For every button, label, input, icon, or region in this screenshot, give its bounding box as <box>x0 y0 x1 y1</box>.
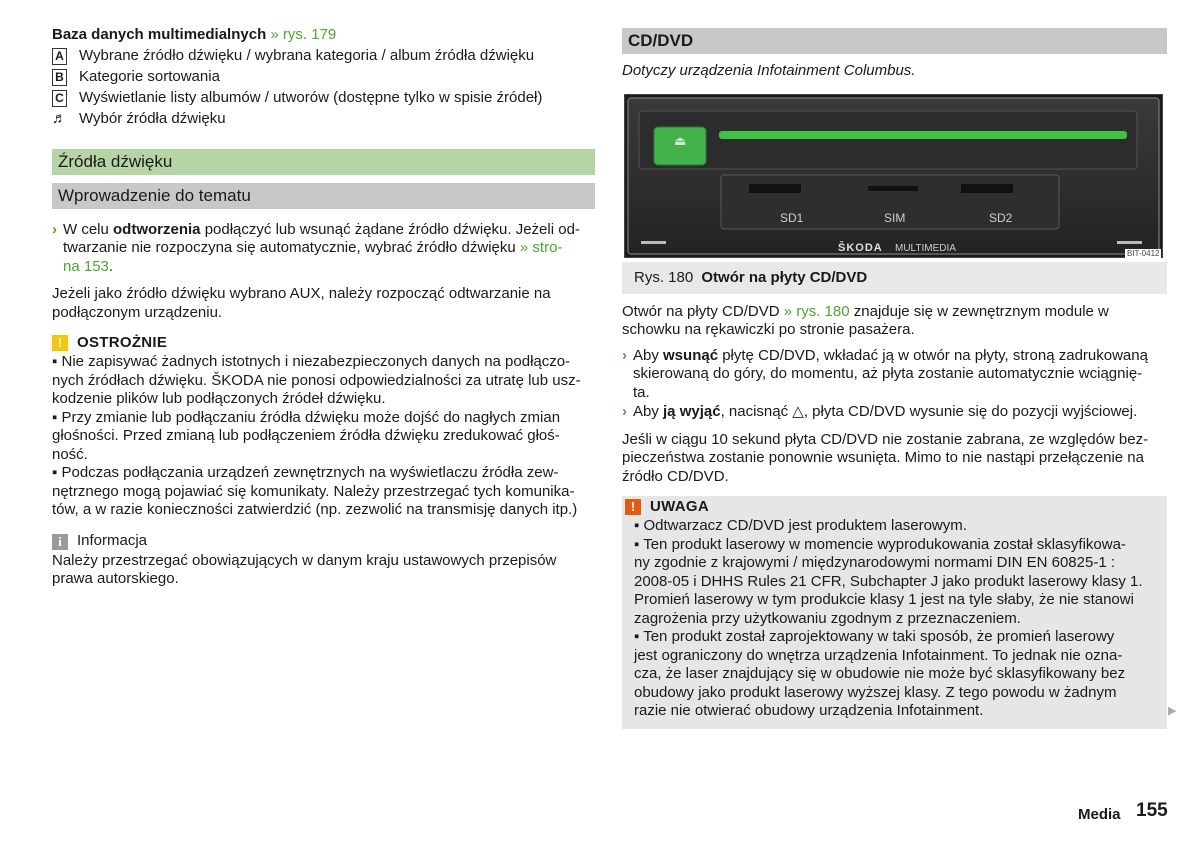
page-link[interactable]: » stro- <box>519 239 563 256</box>
step-text: . <box>108 257 114 275</box>
caution-line: ▪ Przy zmianie lub podłączaniu źródła dźwięku może dojść do nagłych zmian <box>52 408 561 426</box>
step-text: podłączyć lub wsunąć żądane źródło dźwięku. Jeżeli od- <box>200 220 580 238</box>
info-line: prawa autorskiego. <box>52 570 179 587</box>
warning-line: Promień laserowy w tym produkcie klasy 1 jest na tyle słaby, że nie stanowi <box>634 591 1134 608</box>
step-text: , płyta CD/DVD wysunie się do pozycji wyjściowej. <box>803 403 1138 420</box>
step-text: , nacisnąć <box>720 403 793 420</box>
figure-link[interactable]: » rys. 180 <box>783 302 850 320</box>
step-text: twarzanie nie rozpoczyna się automatycznie, wybrać źródło dźwięku <box>63 239 520 256</box>
slot-label-sd2: SD2 <box>989 210 1013 225</box>
step-connect <box>52 221 595 277</box>
caution-line: ▪ Podczas podłączania urządzeń zewnętrznych na wyświetlaczu źródła zew- <box>52 464 559 481</box>
key-a-icon: A <box>52 48 67 65</box>
para-line: Jeśli w ciągu 10 sekund płyta CD/DVD nie zostanie zabrana, ze względów bez- <box>622 430 1149 448</box>
para-line: źródło CD/DVD. <box>622 467 729 485</box>
db-heading <box>52 26 595 45</box>
legend-text: Wyświetlanie listy albumów / utworów (dostępne tylko w spisie źródeł) <box>79 88 543 106</box>
para-text: Otwór na płyty CD/DVD <box>622 302 784 320</box>
warning-line: obudowy jako produkt laserowy wyższej klasy. Z tego powodu w żadnym <box>634 683 1117 701</box>
figure-caption <box>622 261 1167 294</box>
warning-line: razie nie otwierać obudowy urządzenia Infotainment. <box>634 702 984 719</box>
slot-label-sim: SIM <box>884 210 906 225</box>
warning-icon: ! <box>625 499 641 515</box>
caution-line: nętrznego mogą pojawiać się komunikaty. Należy przestrzegać tych komunika- <box>52 482 575 500</box>
step-arrow-icon: › <box>622 346 627 364</box>
step-text: Aby <box>633 346 664 364</box>
legend-item-a <box>52 47 595 68</box>
legend-list <box>52 47 595 131</box>
aux-paragraph <box>52 285 595 322</box>
info-title: Informacja <box>77 532 148 550</box>
brand-sub: MULTIMEDIA <box>895 242 956 254</box>
step-text: ta. <box>633 383 650 401</box>
footer-chapter: Media <box>1078 806 1121 823</box>
caution-header <box>52 333 595 353</box>
step-bold: wsunąć <box>663 346 719 364</box>
legend-item-c <box>52 89 595 110</box>
caution-line: ▪ Nie zapisywać żadnych istotnych i niezabezpieczonych danych na podłączo- <box>52 353 571 370</box>
warning-line: ny zgodnie z krajowymi / międzynarodowymi normami DIN EN 60825-1 : <box>634 554 1116 571</box>
page-link[interactable]: na 153 <box>63 257 109 275</box>
warning-line: ▪ Odtwarzacz CD/DVD jest produktem laserowym. <box>634 517 967 534</box>
warning-line: ▪ Ten produkt został zaprojektowany w taki sposób, że promień laserowy <box>634 628 1115 645</box>
music-note-icon: ♬ <box>52 109 67 127</box>
key-c-icon: C <box>52 90 67 107</box>
right-column <box>622 28 1167 729</box>
page-number: 155 <box>1136 800 1168 821</box>
caution-line: ność. <box>52 445 88 463</box>
step-bold: ją wyjąć <box>663 403 721 420</box>
caution-line: głośności. Przed zmianą lub podłączeniem źródła dźwięku zredukować głoś- <box>52 427 560 444</box>
slot-label-sd1: SD1 <box>780 210 804 225</box>
figure-cd-slot <box>622 92 1167 262</box>
eject-icon: △ <box>792 403 804 420</box>
caption-title: Otwór na płyty CD/DVD <box>701 268 868 286</box>
caution-icon: ! <box>52 335 68 351</box>
para-text: znajduje się w zewnętrznym module w <box>849 302 1109 320</box>
figure-code: BIT-0412 <box>1127 248 1160 258</box>
step-arrow-icon: › <box>622 403 627 420</box>
step-text: W celu <box>63 220 114 238</box>
brand-logo: ŠKODA <box>838 241 883 254</box>
warning-line: ▪ Ten produkt laserowy w momencie wyprodukowania został sklasyfikowa- <box>634 535 1126 553</box>
caption-number: Rys. 180 <box>634 268 694 286</box>
db-figure-link[interactable]: » rys. 179 <box>270 26 337 43</box>
warning-line: 2008-05 i DHHS Rules 21 CFR, Subchapter J jako produkt laserowy klasy 1. <box>634 572 1143 590</box>
aux-line: Jeżeli jako źródło dźwięku wybrano AUX, należy rozpocząć odtwarzanie na <box>52 285 551 302</box>
db-title: Baza danych multimedialnych <box>52 26 267 43</box>
warning-header <box>630 497 1167 517</box>
para-text: schowku na rękawiczki po stronie pasażera. <box>622 321 915 338</box>
applies-to: Dotyczy urządzenia Infotainment Columbus. <box>622 62 916 79</box>
step-bold: odtworzenia <box>113 220 201 238</box>
location-paragraph <box>622 303 1167 340</box>
warning-line: cza, że laser znajdujący się w obudowie nie może być sklasyfikowany bez <box>634 665 1126 682</box>
para-line: pieczeństwa zostanie ponownie wsunięta. Mimo to nie nastąpi przełączenie na <box>622 449 1144 466</box>
caution-title: OSTROŻNIE <box>77 333 168 351</box>
legend-text: Wybrane źródło dźwięku / wybrana kategoria / album źródła dźwięku <box>79 46 535 64</box>
caution-body <box>52 353 595 520</box>
warning-title: UWAGA <box>650 497 709 515</box>
next-page-arrow-icon[interactable]: ▶ <box>1168 705 1177 717</box>
step-eject <box>622 403 1167 422</box>
warning-line: jest ograniczony do wnętrza urządzenia Infotainment. To jednak nie ozna- <box>634 646 1123 664</box>
warning-box <box>622 496 1167 729</box>
info-body <box>52 552 595 589</box>
left-column <box>52 26 595 589</box>
info-icon: i <box>52 534 68 550</box>
step-text: płytę CD/DVD, wkładać ją w otwór na płyty, stroną zadrukowaną <box>718 346 1148 364</box>
cd-dvd-section-title: CD/DVD <box>622 28 1167 54</box>
info-line: Należy przestrzegać obowiązujących w danym kraju ustawowych przepisów <box>52 551 557 569</box>
device-svg <box>625 95 1162 257</box>
timeout-paragraph <box>622 431 1167 487</box>
legend-text: Kategorie sortowania <box>79 67 220 85</box>
caution-line: tów, a w razie konieczności zatwierdzić (np. zezwolić na transmisję danych itp.) <box>52 501 578 518</box>
warning-line: zagrożenia przy użytkowaniu zgodnym z przeznaczeniem. <box>634 609 1021 627</box>
caution-line: kodzenie plików lub podłączonych źródeł dźwięku. <box>52 390 386 407</box>
aux-line: podłączonym urządzeniu. <box>52 303 223 321</box>
legend-item-note <box>52 110 595 131</box>
subsection-title: Wprowadzenie do tematu <box>52 183 595 209</box>
legend-item-b <box>52 68 595 89</box>
caution-line: nych źródłach dźwięku. ŠKODA nie ponosi odpowiedzialności za utratę lub usz- <box>52 371 581 389</box>
step-text: Aby <box>633 403 664 420</box>
step-arrow-icon: › <box>52 220 57 238</box>
step-insert <box>622 347 1167 403</box>
legend-text: Wybór źródła dźwięku <box>79 109 226 127</box>
eject-symbol-icon[interactable]: ⏏ <box>674 132 687 148</box>
key-b-icon: B <box>52 69 67 86</box>
section-title: Źródła dźwięku <box>52 149 595 175</box>
device-illustration <box>624 94 1163 258</box>
info-header <box>52 532 595 552</box>
step-text: skierowaną do góry, do momentu, aż płyta zostanie automatycznie wciągnię- <box>633 365 1143 382</box>
